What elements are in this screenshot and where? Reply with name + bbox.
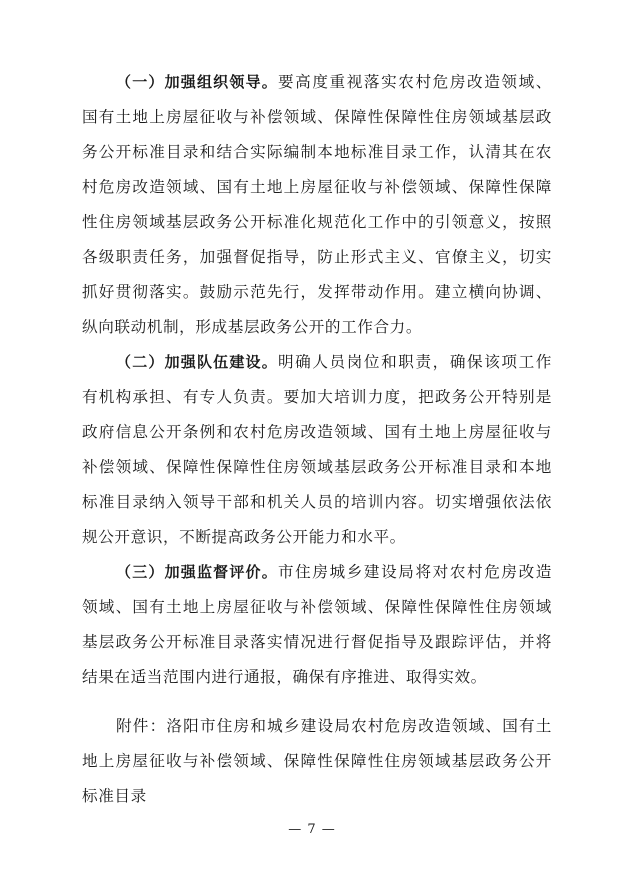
- body-line: 务公开标准目录和结合实际编制本地标准目录工作，认清其在农: [82, 143, 552, 161]
- section-heading: （二）加强队伍建设。: [116, 353, 278, 371]
- attachment-line: 标准目录: [82, 787, 147, 805]
- body-line: 基层政务公开标准目录落实情况进行督促指导及跟踪评估，并将: [82, 633, 552, 651]
- body-text: 市住房城乡建设局将对农村危房改造: [277, 563, 552, 581]
- body-line: 有机构承担、有专人负责。要加大培训力度，把政务公开特别是: [82, 388, 552, 406]
- body-line: 村危房改造领域、国有土地上房屋征收与补偿领域、保障性保障: [82, 178, 552, 196]
- body-text: 要高度重视落实农村危房改造领域、: [277, 73, 552, 91]
- section-heading: （三）加强监督评价。: [116, 563, 278, 581]
- body-line: 各级职责任务，加强督促指导，防止形式主义、官僚主义，切实: [82, 248, 552, 266]
- body-line: 领域、国有土地上房屋征收与补偿领域、保障性保障性住房领域: [82, 598, 552, 616]
- body-line: 国有土地上房屋征收与补偿领域、保障性保障性住房领域基层政: [82, 108, 552, 126]
- section-first-line: [116, 346, 552, 378]
- body-line: 抓好贯彻落实。鼓励示范先行，发挥带动作用。建立横向协调、: [82, 283, 552, 301]
- section-heading: （一）加强组织领导。: [116, 73, 278, 91]
- attachment-line: 地上房屋征收与补偿领域、保障性保障性住房领域基层政务公开: [82, 752, 552, 770]
- body-line: 纵向联动机制，形成基层政务公开的工作合力。: [82, 318, 423, 336]
- page-number: — 7 —: [288, 822, 336, 837]
- body-line: 政府信息公开条例和农村危房改造领域、国有土地上房屋征收与: [82, 423, 552, 441]
- attachment-line: 附件：洛阳市住房和城乡建设局农村危房改造领域、国有土: [116, 717, 552, 735]
- body-line: 规公开意识，不断提高政务公开能力和水平。: [82, 528, 406, 546]
- body-line: 补偿领域、保障性保障性住房领域基层政务公开标准目录和本地: [82, 458, 552, 476]
- body-line: 性住房领域基层政务公开标准化规范化工作中的引领意义，按照: [82, 213, 552, 231]
- body-line: 结果在适当范围内进行通报，确保有序推进、取得实效。: [82, 668, 487, 686]
- section-first-line: [116, 556, 552, 588]
- section-first-line: [116, 66, 552, 98]
- body-line: 标准目录纳入领导干部和机关人员的培训内容。切实增强依法依: [82, 493, 552, 511]
- body-text: 明确人员岗位和职责，确保该项工作: [277, 353, 552, 371]
